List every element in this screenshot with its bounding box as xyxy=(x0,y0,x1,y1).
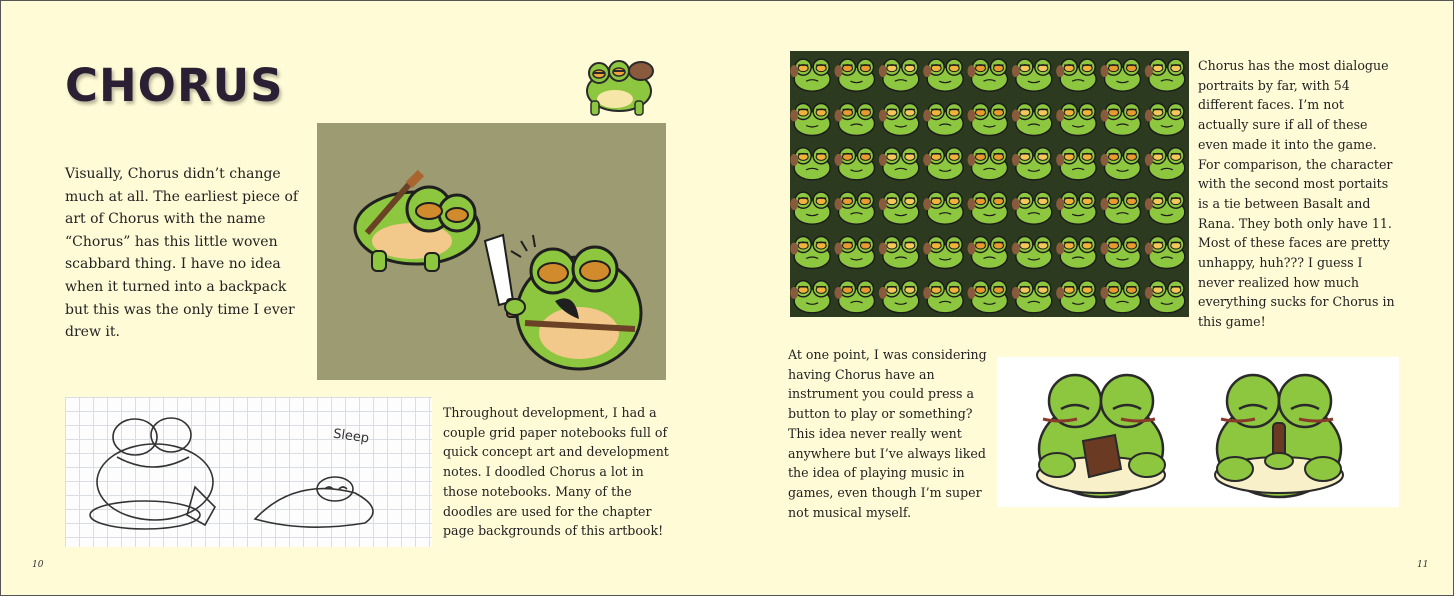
portrait-face xyxy=(879,59,919,91)
portrait-face xyxy=(1101,237,1141,269)
portrait-face xyxy=(968,148,1008,180)
portrait-face xyxy=(968,104,1008,136)
portrait-face xyxy=(1056,104,1096,136)
portrait-face xyxy=(1012,148,1052,180)
portrait-face xyxy=(1101,59,1141,91)
portrait-face xyxy=(1056,237,1096,269)
notebook-paragraph: Throughout development, I had a couple grid paper notebooks full of quick concept art and development notes. I doodled Chorus a lot in those notebooks. Many of the doodles are used for the chapter page backgrounds of this artbook! xyxy=(443,405,669,539)
dialogue-portraits-grid xyxy=(790,51,1189,317)
portrait-face xyxy=(879,281,919,313)
portrait-face xyxy=(968,281,1008,313)
portrait-face xyxy=(1012,104,1052,136)
concept-art-scabbard xyxy=(317,123,666,380)
portrait-face xyxy=(835,59,875,91)
portrait-face xyxy=(1056,281,1096,313)
portrait-face xyxy=(923,104,963,136)
portrait-face xyxy=(1012,237,1052,269)
portrait-face xyxy=(1012,281,1052,313)
page-number-right: 11 xyxy=(1417,560,1429,570)
portrait-face xyxy=(1145,104,1185,136)
portrait-face xyxy=(790,104,830,136)
portrait-face xyxy=(835,192,875,224)
portrait-face xyxy=(1101,104,1141,136)
portrait-face xyxy=(923,192,963,224)
portrait-face xyxy=(790,59,830,91)
page-title: CHORUS xyxy=(65,59,284,112)
portrait-face xyxy=(879,192,919,224)
portrait-face xyxy=(1056,148,1096,180)
instrument-concept-art xyxy=(997,357,1399,507)
portrait-face xyxy=(1145,192,1185,224)
portrait-face xyxy=(1012,59,1052,91)
portrait-face xyxy=(1101,192,1141,224)
portrait-face xyxy=(1056,192,1096,224)
portrait-face xyxy=(923,148,963,180)
portrait-face xyxy=(923,281,963,313)
sketch-caption: Sleep xyxy=(332,426,370,447)
instrument-paragraph: At one point, I was considering having Chorus have an instrument you could press a button to play or something? This idea never really went anywhere but I’ve always liked the idea of playing music in games, even though I’m super not musical myself. xyxy=(788,347,987,520)
portrait-face xyxy=(923,59,963,91)
portrait-face xyxy=(968,192,1008,224)
portrait-face xyxy=(879,104,919,136)
portraits-paragraph: Chorus has the most dialogue portraits by far, with 54 different faces. I’m not actually sure if all of these even made it into the game. For comparison, the character with the second most portaits is a tie between Basalt and Rana. They both only have 11. Most of these faces are pretty unhappy, huh??? I guess I never realized how much everything sucks for Chorus in this game! xyxy=(1198,58,1395,330)
portrait-face xyxy=(790,281,830,313)
portrait-face xyxy=(790,148,830,180)
portrait-face xyxy=(1145,281,1185,313)
frog-with-scabbard xyxy=(355,173,479,271)
portrait-face xyxy=(1101,148,1141,180)
portrait-face xyxy=(879,237,919,269)
portrait-face xyxy=(1056,59,1096,91)
portrait-face xyxy=(1012,192,1052,224)
portrait-face xyxy=(790,192,830,224)
portrait-face xyxy=(1145,59,1185,91)
portrait-face xyxy=(1101,281,1141,313)
portrait-face xyxy=(1145,237,1185,269)
portrait-face xyxy=(968,59,1008,91)
portrait-face xyxy=(835,104,875,136)
portrait-face xyxy=(1145,148,1185,180)
portrait-face xyxy=(835,281,875,313)
page-number-left: 10 xyxy=(32,560,44,570)
portrait-face xyxy=(879,148,919,180)
portrait-face xyxy=(835,148,875,180)
chorus-mascot-icon xyxy=(575,55,663,117)
portrait-face xyxy=(835,237,875,269)
notebook-doodles xyxy=(65,397,432,547)
portrait-face xyxy=(923,237,963,269)
portrait-face xyxy=(790,237,830,269)
portrait-face xyxy=(968,237,1008,269)
intro-paragraph: Visually, Chorus didn’t change much at all. The earliest piece of art of Chorus with the name “Chorus” has this little woven scabbard thing. I have no idea when it turned into a backpack but this was the only time I ever drew it. xyxy=(65,166,299,341)
